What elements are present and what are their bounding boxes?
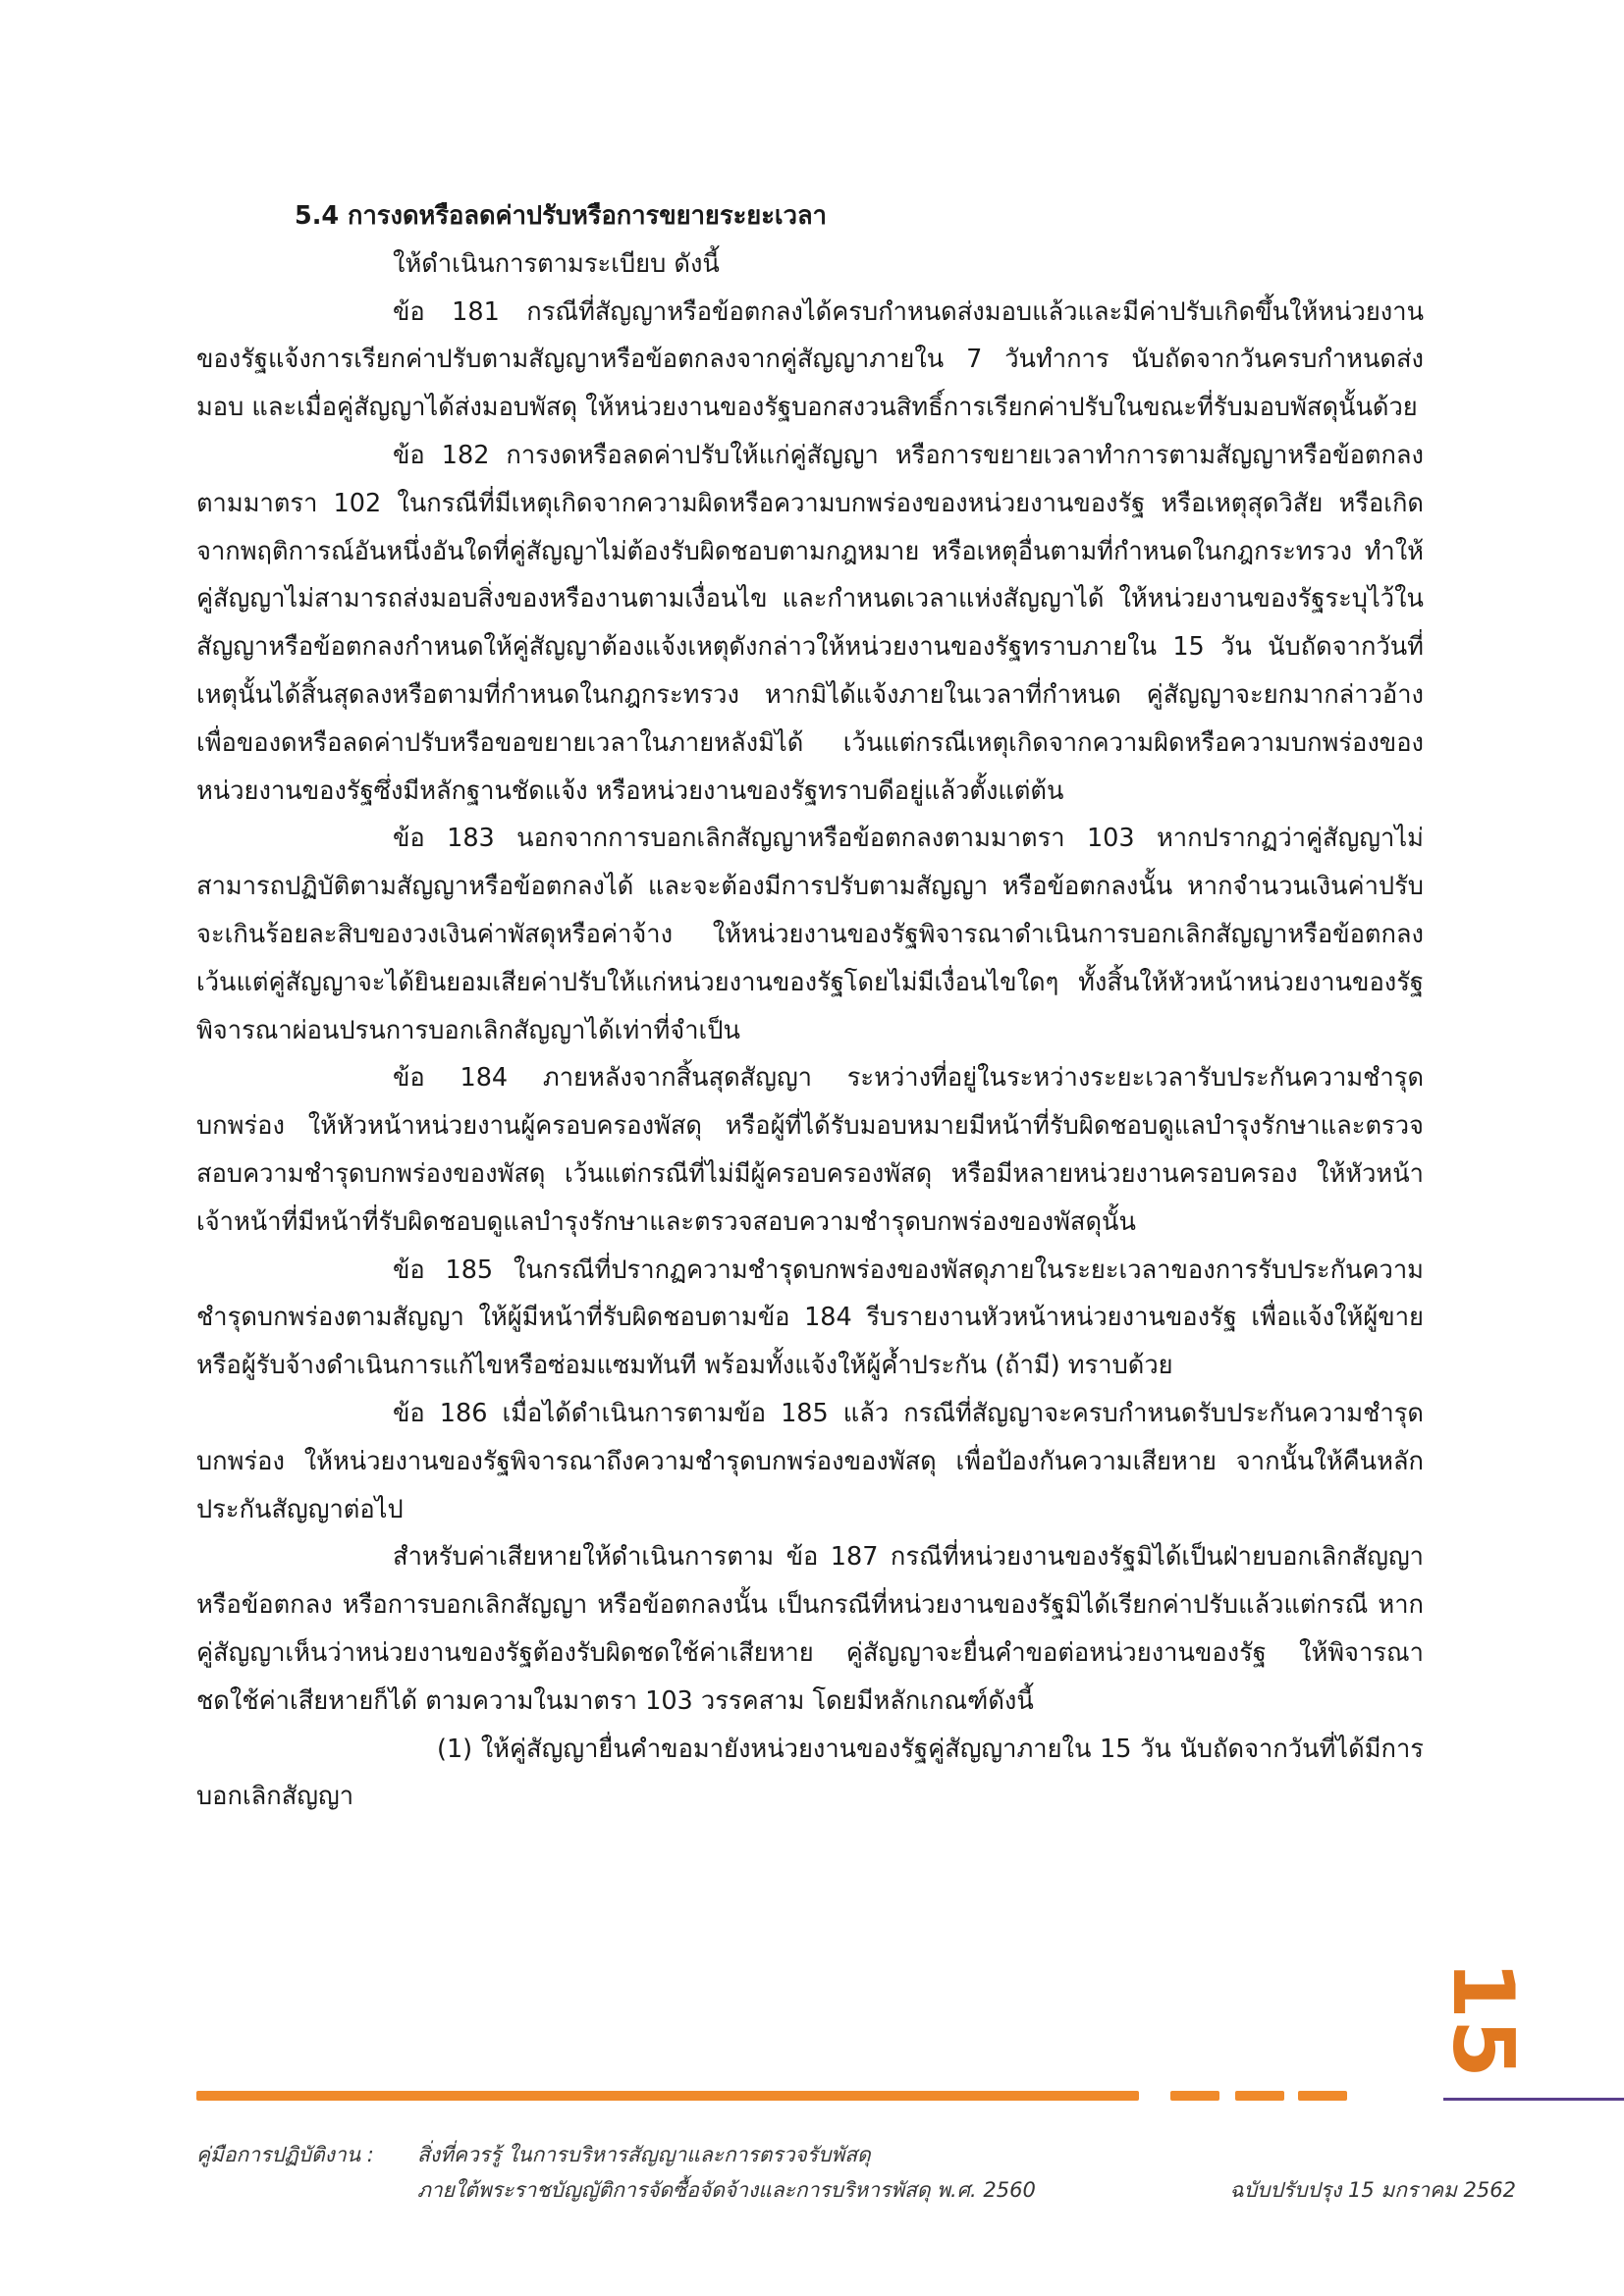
section-heading: 5.4 การงดหรือลดค่าปรับหรือการขยายระยะเวลา xyxy=(295,201,827,231)
page-number: 15 xyxy=(1434,1960,1532,2078)
footer-revision-date: ฉบับปรับปรุง 15 มกราคม 2562 xyxy=(1229,2178,1516,2202)
footer-title-line-1: สิ่งที่ควรรู้ ในการบริหารสัญญาและการตรวจรับพัสดุ xyxy=(417,2143,871,2166)
clause-187: สำหรับค่าเสียหายให้ดำเนินการตาม ข้อ 187 กรณีที่หน่วยงานของรัฐมิได้เป็นฝ่ายบอกเลิกสัญญาหรือข้อตกลง หรือการบอกเลิกสัญญา หรือข้อตกลงนั้น เป็นกรณีที่หน่วยงานของรัฐมิได้เรียกค่าปรับแล้วแต่กรณี หากคู่สัญญาเห็นว่าหน่วยงานของรัฐต้องรับผิดชดใช้ค่าเสียหาย คู่สัญญาจะยื่นคำขอต่อหน่วยงานของรัฐ ให้พิจารณาชดใช้ค่าเสียหายก็ได้ ตามความในมาตรา 103 วรรคสาม โดยมีหลักเกณฑ์ดังนี้ xyxy=(196,1542,1424,1716)
clause-182: ข้อ 182 การงดหรือลดค่าปรับให้แก่คู่สัญญา หรือการขยายเวลาทำการตามสัญญาหรือข้อตกลงตามมาตรา 102 ในกรณีที่มีเหตุเกิดจากความผิดหรือความบกพร่องของหน่วยงานของรัฐ หรือเหตุสุดวิสัย หรือเกิดจากพฤติการณ์อันหนึ่งอันใดที่คู่สัญญาไม่ต้องรับผิดชอบตามกฎหมาย หรือเหตุอื่นตามที่กำหนดในกฎกระทรวง ทำให้คู่สัญญาไม่สามารถส่งมอบสิ่งของหรืองานตามเงื่อนไข และกำหนดเวลาแห่งสัญญาได้ ให้หน่วยงานของรัฐระบุไว้ในสัญญาหรือข้อตกลงกำหนดให้คู่สัญญาต้องแจ้งเหตุดังกล่าวให้หน่วยงานของรัฐทราบภายใน 15 วัน นับถัดจากวันที่เหตุนั้นได้สิ้นสุดลงหรือตามที่กำหนดในกฎกระทรวง หากมิได้แจ้งภายในเวลาที่กำหนด คู่สัญญาจะยกมากล่าวอ้างเพื่อของดหรือลดค่าปรับหรือขอขยายเวลาในภายหลังมิได้ เว้นแต่กรณีเหตุเกิดจากความผิดหรือความบกพร่องของหน่วยงานของรัฐซึ่งมีหลักฐานชัดแจ้ง หรือหน่วยงานของรัฐทราบดีอยู่แล้วตั้งแต่ต้น xyxy=(196,440,1424,806)
clause-183: ข้อ 183 นอกจากการบอกเลิกสัญญาหรือข้อตกลงตามมาตรา 103 หากปรากฏว่าคู่สัญญาไม่สามารถปฏิบัติตามสัญญาหรือข้อตกลงได้ และจะต้องมีการปรับตามสัญญา หรือข้อตกลงนั้น หากจำนวนเงินค่าปรับจะเกินร้อยละสิบของวงเงินค่าพัสดุหรือค่าจ้าง ให้หน่วยงานของรัฐพิจารณาดำเนินการบอกเลิกสัญญาหรือข้อตกลง เว้นแต่คู่สัญญาจะได้ยินยอมเสียค่าปรับให้แก่หน่วยงานของรัฐโดยไม่มีเงื่อนไขใดๆ ทั้งสิ้นให้หัวหน้าหน่วยงานของรัฐพิจารณาผ่อนปรนการบอกเลิกสัญญาได้เท่าที่จำเป็น xyxy=(196,824,1424,1045)
document-body xyxy=(196,192,1424,1821)
footer-manual-label: คู่มือการปฏิบัติงาน : xyxy=(196,2143,374,2166)
footer-accent-dash xyxy=(1235,2091,1284,2101)
clause-187-item-1: (1) ให้คู่สัญญายื่นคำขอมายังหน่วยงานของรัฐคู่สัญญาภายใน 15 วัน นับถัดจากวันที่ได้มีการบอกเลิกสัญญา xyxy=(196,1734,1424,1812)
clause-181: ข้อ 181 กรณีที่สัญญาหรือข้อตกลงได้ครบกำหนดส่งมอบแล้วและมีค่าปรับเกิดขึ้นให้หน่วยงานของรัฐแจ้งการเรียกค่าปรับตามสัญญาหรือข้อตกลงจากคู่สัญญาภายใน 7 วันทำการ นับถัดจากวันครบกำหนดส่งมอบ และเมื่อคู่สัญญาได้ส่งมอบพัสดุ ให้หน่วยงานของรัฐบอกสงวนสิทธิ์การเรียกค่าปรับในขณะที่รับมอบพัสดุนั้นด้วย xyxy=(196,296,1424,423)
clause-184: ข้อ 184 ภายหลังจากสิ้นสุดสัญญา ระหว่างที่อยู่ในระหว่างระยะเวลารับประกันความชำรุดบกพร่อง ให้หัวหน้าหน่วยงานผู้ครอบครองพัสดุ หรือผู้ที่ได้รับมอบหมายมีหน้าที่รับผิดชอบดูแลบำรุงรักษาและตรวจสอบความชำรุดบกพร่องของพัสดุ เว้นแต่กรณีที่ไม่มีผู้ครอบครองพัสดุ หรือมีหลายหน่วยงานครอบครอง ให้หัวหน้าเจ้าหน้าที่มีหน้าที่รับผิดชอบดูแลบำรุงรักษาและตรวจสอบความชำรุดบกพร่องของพัสดุนั้น xyxy=(196,1063,1424,1237)
footer-accent-dash xyxy=(1170,2091,1219,2101)
intro-paragraph: ให้ดำเนินการตามระเบียบ ดังนี้ xyxy=(393,248,720,279)
footer-title-line-2: ภายใต้พระราชบัญญัติการจัดซื้อจัดจ้างและการบริหารพัสดุ พ.ศ. 2560 xyxy=(417,2178,1036,2202)
footer-accent-dash xyxy=(1298,2091,1347,2101)
footer-divider-line xyxy=(1443,2098,1624,2101)
clause-185: ข้อ 185 ในกรณีที่ปรากฏความชำรุดบกพร่องของพัสดุภายในระยะเวลาของการรับประกันความชำรุดบกพร่องตามสัญญา ให้ผู้มีหน้าที่รับผิดชอบตามข้อ 184 รีบรายงานหัวหน้าหน่วยงานของรัฐ เพื่อแจ้งให้ผู้ขายหรือผู้รับจ้างดำเนินการแก้ไขหรือซ่อมแซมทันที พร้อมทั้งแจ้งให้ผู้ค้ำประกัน (ถ้ามี) ทราบด้วย xyxy=(196,1255,1424,1381)
footer-accent-bar xyxy=(196,2091,1139,2101)
clause-186: ข้อ 186 เมื่อได้ดำเนินการตามข้อ 185 แล้ว กรณีที่สัญญาจะครบกำหนดรับประกันความชำรุดบกพร่อง ให้หน่วยงานของรัฐพิจารณาถึงความชำรุดบกพร่องของพัสดุ เพื่อป้องกันความเสียหาย จากนั้นให้คืนหลักประกันสัญญาต่อไป xyxy=(196,1398,1424,1524)
